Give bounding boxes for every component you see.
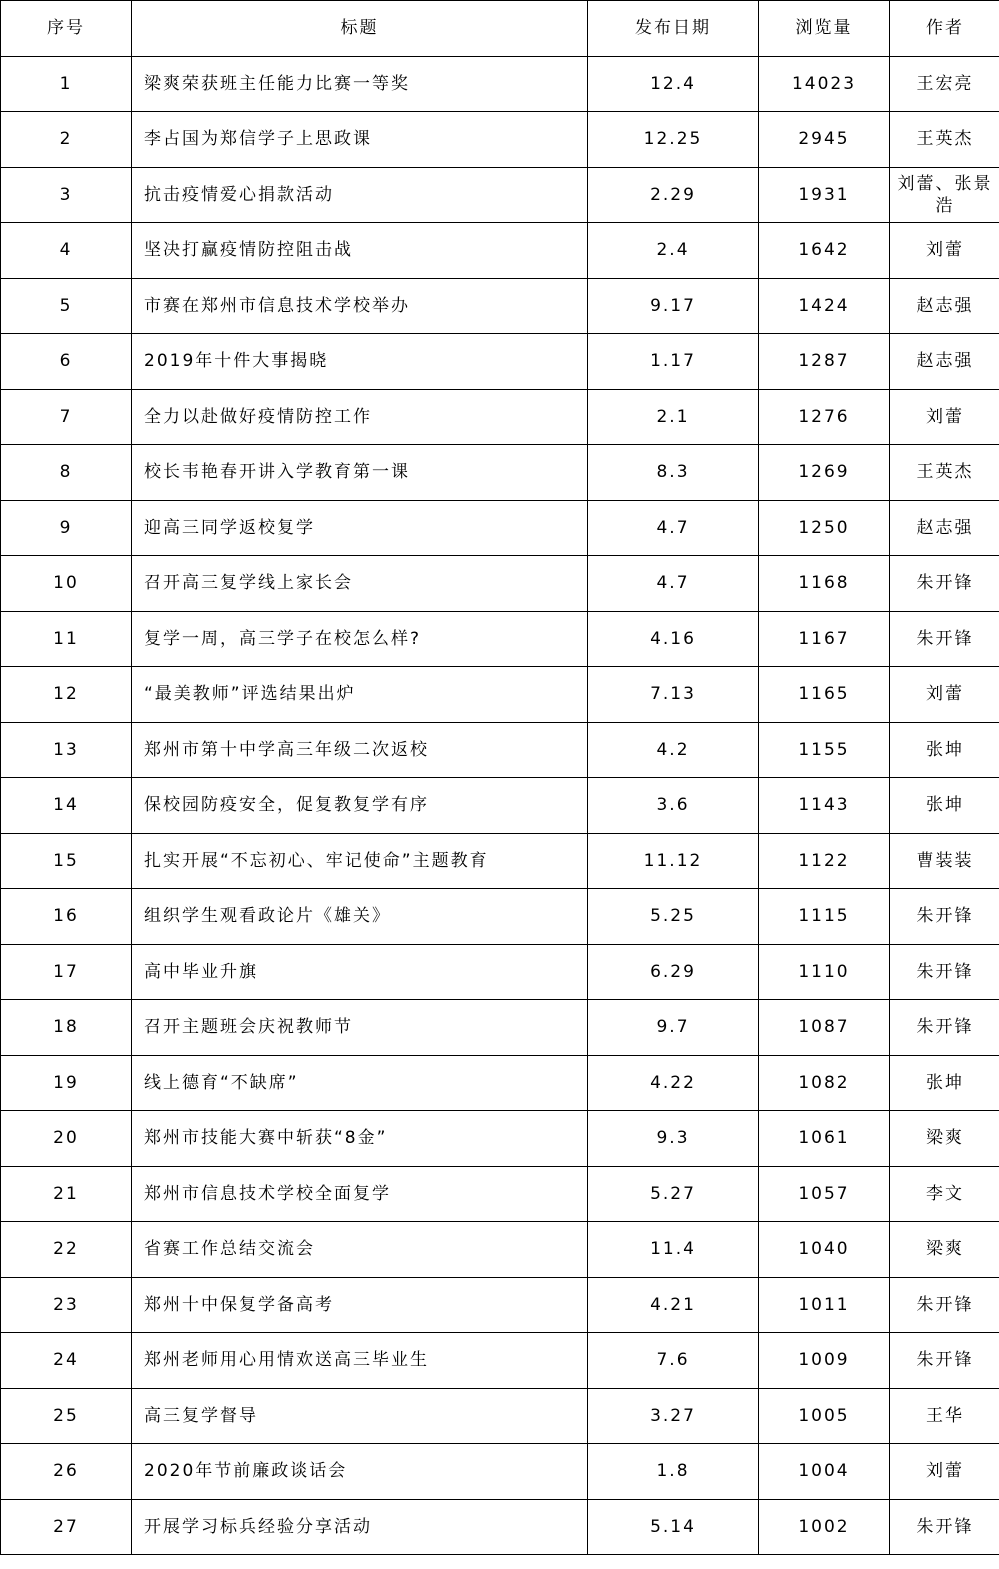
cell-num: 6 [1,334,132,390]
cell-author: 赵志强 [890,278,999,334]
cell-author: 王英杰 [890,445,999,501]
cell-views: 1011 [759,1277,890,1333]
cell-title: 全力以赴做好疫情防控工作 [132,389,588,445]
cell-views: 14023 [759,56,890,112]
cell-title: 梁爽荣获班主任能力比赛一等奖 [132,56,588,112]
table-row [1,1111,999,1167]
cell-num: 19 [1,1055,132,1111]
cell-views: 1087 [759,1000,890,1056]
cell-views: 1004 [759,1444,890,1500]
cell-title: 线上德育“不缺席” [132,1055,588,1111]
cell-views: 1082 [759,1055,890,1111]
cell-author: 朱开锋 [890,611,999,667]
header-row [1,1,999,57]
cell-num: 22 [1,1222,132,1278]
table-row [1,1333,999,1389]
cell-views: 1250 [759,500,890,556]
table-row [1,334,999,390]
cell-views: 1642 [759,223,890,279]
table-row [1,778,999,834]
cell-author: 朱开锋 [890,1333,999,1389]
cell-title: 迎高三同学返校复学 [132,500,588,556]
cell-num: 2 [1,112,132,168]
cell-author: 朱开锋 [890,889,999,945]
cell-num: 12 [1,667,132,723]
cell-date: 12.4 [588,56,759,112]
table-row [1,1222,999,1278]
table-row [1,278,999,334]
cell-title: 2020年节前廉政谈话会 [132,1444,588,1500]
cell-date: 4.16 [588,611,759,667]
header-title: 标题 [132,1,588,57]
cell-num: 26 [1,1444,132,1500]
cell-title: 郑州老师用心用情欢送高三毕业生 [132,1333,588,1389]
cell-views: 1122 [759,833,890,889]
cell-author: 张坤 [890,778,999,834]
cell-title: 校长韦艳春开讲入学教育第一课 [132,445,588,501]
cell-title: 组织学生观看政论片《雄关》 [132,889,588,945]
table-row [1,1388,999,1444]
cell-title: “最美教师”评选结果出炉 [132,667,588,723]
cell-author: 朱开锋 [890,944,999,1000]
table-row [1,112,999,168]
cell-title: 郑州市第十中学高三年级二次返校 [132,722,588,778]
cell-author: 李文 [890,1166,999,1222]
cell-date: 2.29 [588,167,759,223]
cell-date: 4.7 [588,500,759,556]
cell-num: 20 [1,1111,132,1167]
cell-date: 8.3 [588,445,759,501]
table-row [1,1277,999,1333]
table-row [1,223,999,279]
cell-author: 刘蕾 [890,389,999,445]
cell-views: 1143 [759,778,890,834]
cell-num: 15 [1,833,132,889]
cell-num: 13 [1,722,132,778]
cell-author: 曹装装 [890,833,999,889]
cell-views: 1931 [759,167,890,223]
cell-views: 1115 [759,889,890,945]
cell-date: 7.6 [588,1333,759,1389]
cell-date: 1.17 [588,334,759,390]
table-row [1,944,999,1000]
cell-date: 9.17 [588,278,759,334]
cell-title: 保校园防疫安全，促复教复学有序 [132,778,588,834]
cell-title: 李占国为郑信学子上思政课 [132,112,588,168]
cell-num: 23 [1,1277,132,1333]
cell-date: 11.12 [588,833,759,889]
cell-title: 2019年十件大事揭晓 [132,334,588,390]
table-row [1,445,999,501]
cell-date: 3.6 [588,778,759,834]
cell-author: 赵志强 [890,334,999,390]
cell-date: 3.27 [588,1388,759,1444]
cell-date: 4.7 [588,556,759,612]
cell-author: 刘蕾 [890,667,999,723]
cell-title: 郑州市技能大赛中斩获“8金” [132,1111,588,1167]
cell-author: 朱开锋 [890,556,999,612]
header-date: 发布日期 [588,1,759,57]
cell-views: 1040 [759,1222,890,1278]
table-row [1,1055,999,1111]
cell-date: 4.21 [588,1277,759,1333]
cell-num: 10 [1,556,132,612]
table-row [1,1499,999,1555]
header-num: 序号 [1,1,132,57]
cell-title: 郑州市信息技术学校全面复学 [132,1166,588,1222]
cell-num: 17 [1,944,132,1000]
cell-date: 9.7 [588,1000,759,1056]
cell-num: 8 [1,445,132,501]
cell-author: 刘蕾 [890,1444,999,1500]
cell-date: 7.13 [588,667,759,723]
cell-date: 1.8 [588,1444,759,1500]
cell-author: 朱开锋 [890,1499,999,1555]
cell-title: 开展学习标兵经验分享活动 [132,1499,588,1555]
table-row [1,1000,999,1056]
cell-author: 朱开锋 [890,1000,999,1056]
cell-title: 召开高三复学线上家长会 [132,556,588,612]
table-row [1,556,999,612]
cell-title: 扎实开展“不忘初心、牢记使命”主题教育 [132,833,588,889]
cell-date: 9.3 [588,1111,759,1167]
cell-author: 赵志强 [890,500,999,556]
table-row [1,1444,999,1500]
cell-views: 1110 [759,944,890,1000]
cell-views: 1269 [759,445,890,501]
cell-author: 刘蕾 [890,223,999,279]
cell-date: 12.25 [588,112,759,168]
cell-date: 4.2 [588,722,759,778]
cell-views: 1287 [759,334,890,390]
cell-num: 25 [1,1388,132,1444]
cell-num: 7 [1,389,132,445]
cell-views: 1168 [759,556,890,612]
cell-num: 24 [1,1333,132,1389]
cell-views: 1155 [759,722,890,778]
cell-author: 王宏亮 [890,56,999,112]
table-body [1,56,999,1555]
cell-title: 召开主题班会庆祝教师节 [132,1000,588,1056]
cell-num: 27 [1,1499,132,1555]
cell-views: 1167 [759,611,890,667]
cell-views: 1057 [759,1166,890,1222]
table-row [1,611,999,667]
cell-num: 21 [1,1166,132,1222]
cell-date: 5.14 [588,1499,759,1555]
cell-date: 4.22 [588,1055,759,1111]
header-views: 浏览量 [759,1,890,57]
cell-num: 18 [1,1000,132,1056]
table-row [1,833,999,889]
cell-title: 坚决打赢疫情防控阻击战 [132,223,588,279]
cell-views: 1005 [759,1388,890,1444]
table-row [1,1166,999,1222]
cell-title: 省赛工作总结交流会 [132,1222,588,1278]
cell-num: 11 [1,611,132,667]
cell-views: 1165 [759,667,890,723]
cell-num: 1 [1,56,132,112]
cell-views: 1276 [759,389,890,445]
table-row [1,56,999,112]
table-row [1,889,999,945]
table-row [1,167,999,223]
cell-author: 梁爽 [890,1222,999,1278]
cell-num: 5 [1,278,132,334]
cell-date: 5.25 [588,889,759,945]
cell-views: 1061 [759,1111,890,1167]
cell-author: 朱开锋 [890,1277,999,1333]
header-author: 作者 [890,1,999,57]
table-row [1,389,999,445]
cell-date: 6.29 [588,944,759,1000]
cell-views: 1009 [759,1333,890,1389]
cell-title: 抗击疫情爱心捐款活动 [132,167,588,223]
cell-views: 1424 [759,278,890,334]
table-row [1,667,999,723]
cell-author: 王华 [890,1388,999,1444]
cell-author: 张坤 [890,1055,999,1111]
table-row [1,500,999,556]
cell-num: 16 [1,889,132,945]
cell-views: 1002 [759,1499,890,1555]
table-row [1,722,999,778]
cell-title: 郑州十中保复学备高考 [132,1277,588,1333]
cell-num: 3 [1,167,132,223]
cell-author: 张坤 [890,722,999,778]
cell-title: 高中毕业升旗 [132,944,588,1000]
cell-num: 14 [1,778,132,834]
cell-title: 复学一周，高三学子在校怎么样? [132,611,588,667]
cell-num: 9 [1,500,132,556]
cell-date: 11.4 [588,1222,759,1278]
cell-author: 王英杰 [890,112,999,168]
cell-date: 5.27 [588,1166,759,1222]
table-header [1,1,999,57]
cell-author: 梁爽 [890,1111,999,1167]
cell-author: 刘蕾、张景浩 [890,167,999,223]
cell-num: 4 [1,223,132,279]
cell-title: 高三复学督导 [132,1388,588,1444]
cell-date: 2.4 [588,223,759,279]
cell-date: 2.1 [588,389,759,445]
cell-title: 市赛在郑州市信息技术学校举办 [132,278,588,334]
cell-views: 2945 [759,112,890,168]
